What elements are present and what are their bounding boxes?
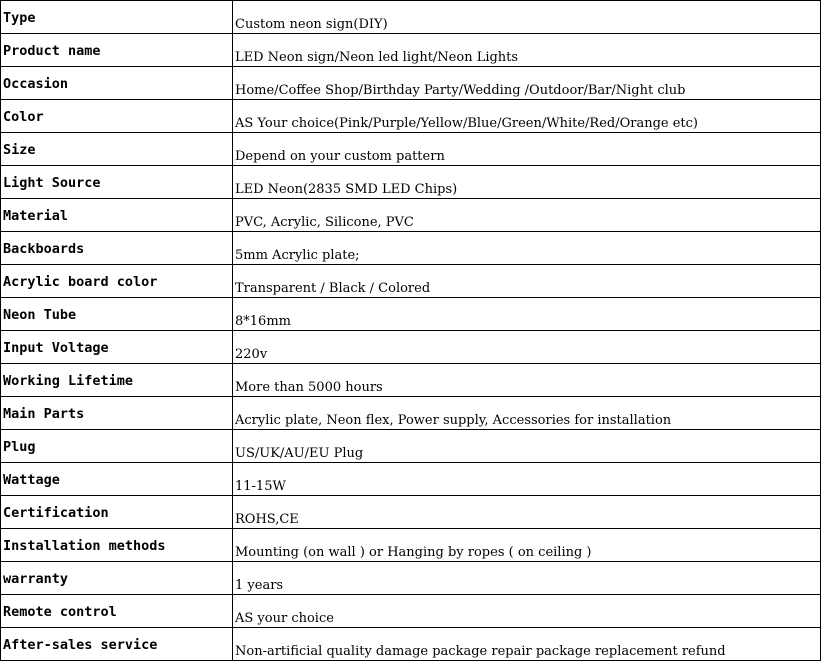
table-row	[1, 67, 821, 100]
table-row	[1, 298, 821, 331]
row-label: Wattage	[1, 463, 233, 496]
row-value: Home/Coffee Shop/Birthday Party/Wedding /Outdoor/Bar/Night club	[233, 67, 821, 100]
row-value: 1 years	[233, 562, 821, 595]
row-value: 8*16mm	[233, 298, 821, 331]
table-row	[1, 496, 821, 529]
row-label: Acrylic board color	[1, 265, 233, 298]
table-row	[1, 34, 821, 67]
row-value: More than 5000 hours	[233, 364, 821, 397]
spec-table-body	[1, 1, 821, 661]
row-label: Product name	[1, 34, 233, 67]
row-label: Material	[1, 199, 233, 232]
table-row	[1, 331, 821, 364]
row-value: Custom neon sign(DIY)	[233, 1, 821, 34]
table-row	[1, 529, 821, 562]
table-row	[1, 628, 821, 661]
table-row	[1, 199, 821, 232]
row-value: Acrylic plate, Neon flex, Power supply, Accessories for installation	[233, 397, 821, 430]
row-label: Input Voltage	[1, 331, 233, 364]
table-row	[1, 595, 821, 628]
table-row	[1, 397, 821, 430]
row-label: Type	[1, 1, 233, 34]
row-value: PVC, Acrylic, Silicone, PVC	[233, 199, 821, 232]
table-row	[1, 430, 821, 463]
row-label: Installation methods	[1, 529, 233, 562]
row-label: Backboards	[1, 232, 233, 265]
row-value: LED Neon(2835 SMD LED Chips)	[233, 166, 821, 199]
table-row	[1, 463, 821, 496]
row-label: Plug	[1, 430, 233, 463]
row-value: 220v	[233, 331, 821, 364]
row-label: Working Lifetime	[1, 364, 233, 397]
row-label: warranty	[1, 562, 233, 595]
table-row	[1, 562, 821, 595]
table-row	[1, 265, 821, 298]
table-row	[1, 166, 821, 199]
row-value: 11-15W	[233, 463, 821, 496]
row-value: Depend on your custom pattern	[233, 133, 821, 166]
row-label: Light Source	[1, 166, 233, 199]
row-value: AS your choice	[233, 595, 821, 628]
table-row	[1, 100, 821, 133]
row-value: 5mm Acrylic plate;	[233, 232, 821, 265]
table-row	[1, 232, 821, 265]
row-value: Non-artificial quality damage package repair package replacement refund	[233, 628, 821, 661]
row-value: LED Neon sign/Neon led light/Neon Lights	[233, 34, 821, 67]
row-value: AS Your choice(Pink/Purple/Yellow/Blue/Green/White/Red/Orange etc)	[233, 100, 821, 133]
row-label: Size	[1, 133, 233, 166]
row-label: Neon Tube	[1, 298, 233, 331]
row-value: ROHS,CE	[233, 496, 821, 529]
row-value: Transparent / Black / Colored	[233, 265, 821, 298]
row-label: Color	[1, 100, 233, 133]
row-value: US/UK/AU/EU Plug	[233, 430, 821, 463]
table-row	[1, 133, 821, 166]
row-label: Main Parts	[1, 397, 233, 430]
row-value: Mounting (on wall ) or Hanging by ropes ( on ceiling )	[233, 529, 821, 562]
row-label: Occasion	[1, 67, 233, 100]
table-row	[1, 364, 821, 397]
row-label: After-sales service	[1, 628, 233, 661]
row-label: Remote control	[1, 595, 233, 628]
row-label: Certification	[1, 496, 233, 529]
table-row	[1, 1, 821, 34]
